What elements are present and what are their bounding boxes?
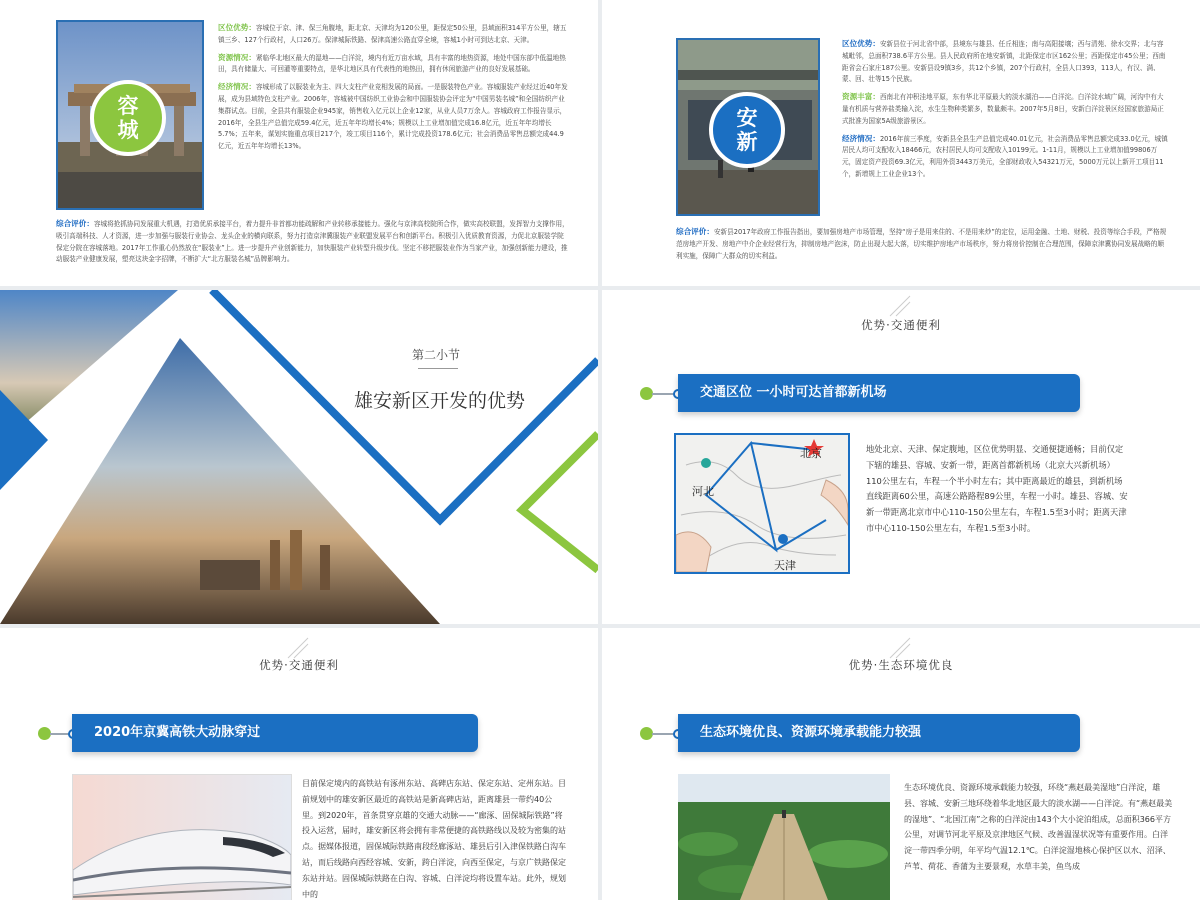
transport-body-text: 地处北京、天津、保定腹地，区位优势明显、交通便捷通畅；目前仅定下辖的雄县、容城、安新一带，距离首都新机场（北京大兴新机场）110公里左右，车程一个半小时左右；其中距离最近的雄县，到新机场直线距离60公里，高速公路路程89公里，车程一小时。雄县、容城、安新一带距离北京市中心110-150公里左右，车程1.5至3小时；距离天津市中心110-150公里左右，车程1.5至3小时。 xyxy=(866,444,1128,533)
header-slash-deco xyxy=(888,294,912,318)
slide-rongcheng xyxy=(0,0,598,286)
green-chevron-line xyxy=(522,434,598,570)
map-label-tianjin: 天津 xyxy=(774,559,796,572)
slide-section-title xyxy=(0,290,598,624)
topic-bar: 2020年京冀高铁大动脉穿过 xyxy=(72,714,478,752)
section-location: 区位优势：容城位于京、津、保三角腹地，距北京、天津均为120公里，距保定50公里，县域面积314平方公里，辖五镇三乡、127个行政村，人口26万。保津城际铁路、保津高速公路直穿全境，容城1小时可到达北京、天津。 xyxy=(218,23,567,44)
rail-body-text: 目前保定境内的高铁站有涿州东站、高碑店东站、保定东站、定州东站。目前规划中的雄安新区最近的高铁站是新高碑店站，距离雄县一带约40公里。到2020年，首条贯穿京雄的交通大动脉——“廊涿、固保城际铁路”将投入运营，届时，雄安新区将会拥有非常便捷的高铁路线以及较为密集的站点。据媒体报道，固保城际铁路南段经廊涿站、雄县后引入津保铁路白沟车站，而后线路向西经容城、安新，跨白洋淀，向西至保定，与京广铁路保定东站并站。固保城际铁路在白沟、容城、白洋淀均将设置车站。此外，规划中的 xyxy=(302,779,566,899)
slide-high-speed-rail xyxy=(0,628,598,900)
topic-bar: 生态环境优良、资源环境承载能力较强 xyxy=(678,714,1080,752)
hand-left-icon xyxy=(676,532,711,572)
section-heading: 优势·交通便利 xyxy=(259,658,339,672)
section-resources: 资源丰富：西南北有冲积洼地平原，东有华北平原最大的淡水湖泊——白洋淀。白洋淀水域广阔，河沟中有大量有机质与营养盐类输入淀，水生生物种类繁多，数量颇丰。2007年5月8日，安新白洋淀景区经国家旅游局正式批准为国家5A级旅游景区。 xyxy=(842,92,1164,125)
section-heading: 优势·交通便利 xyxy=(861,318,941,332)
section-resources: 资源情况：紧临华北地区最大的湿地——白洋淀，境内有近万亩水域，具有丰富的地热资源，地处中国东部中低温地热田，具有储量大、可回灌等重要特点，是华北地区具有代表性的地热田，拥有休闲旅游产业的良好发展基础。 xyxy=(218,52,566,74)
section-economy: 经济情况：容城形成了以服装业为主、四大支柱产业竞相发展的局面。一是服装特色产业。容城服装产业经过近40年发展，成为县域特色支柱产业。2006年，容城被中国纺织工业协会和中国服装协会评定为“中国男装名城”和全国纺织产业集群试点。目前，全县共有服装企业945家，销售收入亿元以上企业12家，从业人员7万余人。容城政府工作报告显示，2016年，全县生产总值完成59.4亿元，近五年年均增长4%；规模以上工业增加值完成16.8亿元，近五年年均增长5.7%；五年来，谋划实施重点项目217个，竣工项目116个，累计完成投资178.6亿元；社会消费品零售总额完成44.9亿元，近五年年均增长13%。 xyxy=(218,82,568,151)
ecology-body-text: 生态环境优良、资源环境承载能力较强，环绕“燕赵最美湿地”白洋淀，雄县、容城、安新三地环绕着华北地区最大的淡水湖——白洋淀。有“燕赵最美的湿地”、“北国江南”之称的白洋淀由143个大小淀泊组成，总面积366平方公里，对调节河北平原及京津地区气候、改善温湿状况等有重要作用。白洋淀一带四季分明，年平均气温12.1℃。白洋淀湿地核心保护区以水、沼泽、芦苇、荷花、香蒲为主要景观，水草丰美，鱼鸟成 xyxy=(904,783,1173,871)
anxin-summary: 综合评价：安新县2017年政府工作报告指出，要加强房地产市场管理，坚持“房子是用来住的、不是用来炒”的定位，运用金融、土地、财税、投资等综合手段，严格规范房地产开发、房地产中介企业经营行为，抑制房地产泡沫，防止出现大起大落，切实维护房地产市场秩序，努力将房价控制在合理范围，保障京津冀协同发展战略的顺利实施，保障广大群众的切实利益。 xyxy=(676,227,1167,260)
section-heading: 优势·生态环境优良 xyxy=(848,658,954,672)
slide-anxin xyxy=(602,0,1200,286)
lotus-wetland-photo xyxy=(678,774,890,900)
map-label-beijing: 北京 xyxy=(800,447,822,460)
section-title-graphic xyxy=(0,290,598,624)
anxin-sections xyxy=(842,38,1168,186)
rongcheng-sections xyxy=(218,22,570,158)
rongcheng-badge: 容 城 xyxy=(90,80,166,156)
rongcheng-summary: 综合评价：容城将抢抓协同发展重大机遇，打造优质承接平台，着力提升非首都功能疏解和产业转移承接能力。强化与京津高校院所合作，做实高校联盟，发挥智力支撑作用，吸引高端科技、人才资源，进一步加强与服装行业协会、龙头企业的横向联系，努力打造京津冀服装产业联盟发展平台和创新平台。积极引入优质教育资源，力促北京服装学院保定分院在容城落地。2017年工作重心仍然放在“服装业”上。进一步提升产业创新能力，加快服装产业转型升级步伐。坚定不移把服装业作为当家产业，加强创新能力建设，推动服装产业健康发展，塑亮这块金字招牌，不断扩大“北方服装名城”品牌影响力。 xyxy=(56,219,569,264)
wetland-illustration xyxy=(678,774,890,900)
map-graphic xyxy=(676,435,848,572)
tianjin-marker-icon xyxy=(778,534,788,544)
topic-bar: 交通区位 一小时可达首都新机场 xyxy=(678,374,1080,412)
region-map xyxy=(674,433,850,574)
section-location: 区位优势：安新县位于河北省中部，县境东与雄县、任丘相连；南与高阳接壤；西与清苑、徐水交界；北与容城毗邻，总面积738.6平方公里。县人民政府所在地安新镇，北距保定市区162公里；西距保定市45公里；西南距省会石家庄187公里。安新县设9镇3乡，共12个乡镇，207个行政村，全县人口393，113人，有汉、满、蒙、回、壮等15个民族。 xyxy=(842,39,1166,84)
hebei-marker-icon xyxy=(701,458,711,468)
hand-right-icon xyxy=(821,480,848,525)
subtitle-divider xyxy=(418,368,458,369)
map-label-hebei: 河北 xyxy=(692,485,714,498)
train-illustration xyxy=(73,775,291,900)
anxin-badge: 安 新 xyxy=(709,92,785,168)
slide-transport-location xyxy=(602,290,1200,624)
section-economy: 经济情况：2016年前三季度，安新县全县生产总值完成40.01亿元，社会消费品零售总额完成33.0亿元，城镇居民人均可支配收入18466元，农村居民人均可支配收入10199元。1-11月，规模以上工业增加值99806万元，固定资产投资69.3亿元，利用外资3443万美元，全部财政收入54321万元，5000万元以上新开工项目11个，新增规上工业企业13个。 xyxy=(842,133,1168,178)
section-subtitle: 第二小节 xyxy=(412,348,461,362)
slide-ecology xyxy=(602,628,1200,900)
bullet-train-photo xyxy=(72,774,292,900)
section-title: 雄安新区开发的优势 xyxy=(354,390,526,412)
